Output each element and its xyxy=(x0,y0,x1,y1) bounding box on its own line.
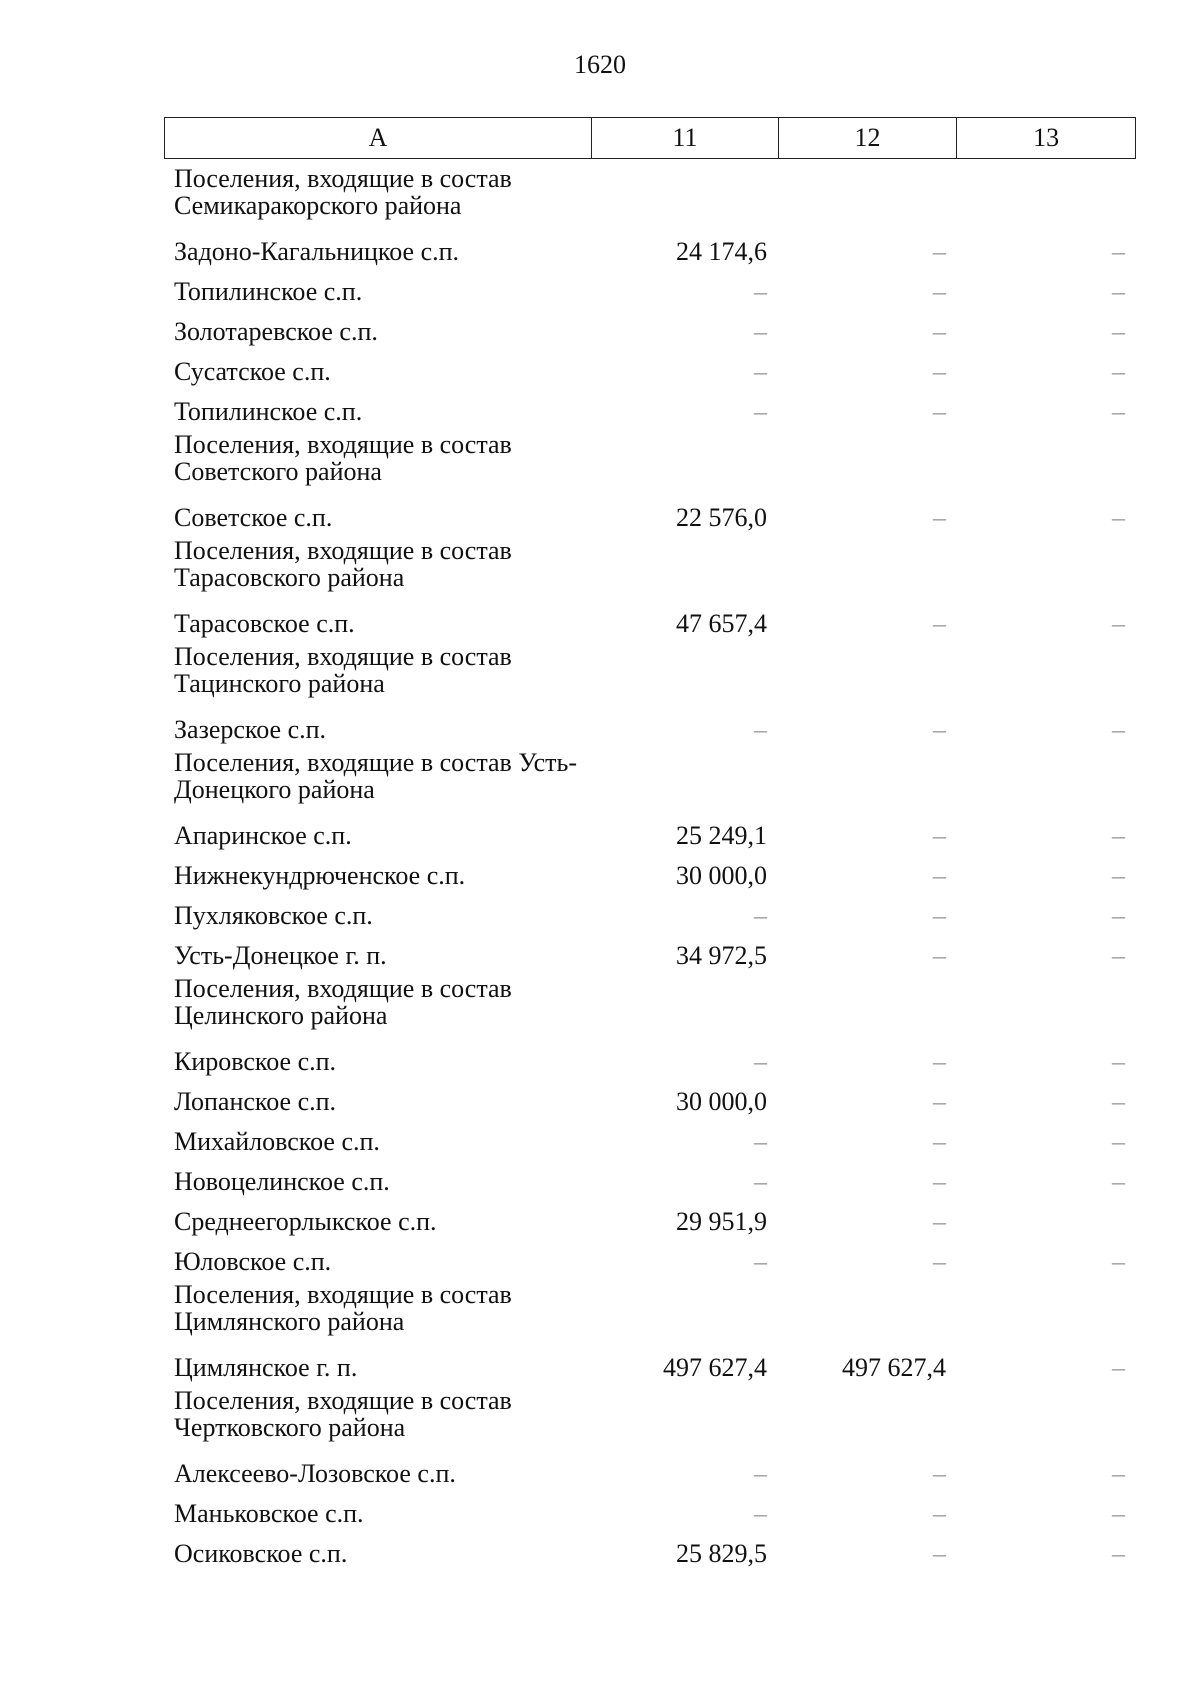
value-col-13: – xyxy=(1112,1498,1125,1528)
value-col-11: 25 249,1 xyxy=(676,820,767,850)
value-col-12: – xyxy=(933,1166,946,1196)
table-row xyxy=(164,271,1136,311)
settlement-name: Усть-Донецкое г. п. xyxy=(174,940,387,970)
value-col-13: – xyxy=(1112,396,1125,426)
value-col-11: 29 951,9 xyxy=(676,1206,767,1236)
settlement-name: Тарасовское с.п. xyxy=(174,608,355,638)
value-col-12: – xyxy=(933,1206,946,1236)
value-col-12: – xyxy=(933,940,946,970)
value-col-13: – xyxy=(1112,820,1125,850)
value-col-11: 25 829,5 xyxy=(676,1538,767,1568)
value-col-13: – xyxy=(1112,502,1125,532)
value-col-12: – xyxy=(933,1498,946,1528)
table-row xyxy=(164,231,1136,271)
value-col-12: – xyxy=(933,236,946,266)
table-row xyxy=(164,1041,1136,1081)
value-col-12: 497 627,4 xyxy=(842,1352,946,1382)
value-col-12: – xyxy=(933,502,946,532)
value-col-13: – xyxy=(1112,900,1125,930)
value-col-11: – xyxy=(754,1498,767,1528)
group-label: Поселения, входящие в состав Цимлянского района xyxy=(174,1280,512,1336)
settlement-name: Михайловское с.п. xyxy=(174,1126,380,1156)
value-col-11: 22 576,0 xyxy=(676,502,767,532)
value-col-11: – xyxy=(754,1246,767,1276)
value-col-11: 30 000,0 xyxy=(676,860,767,890)
group-header-row xyxy=(164,431,1136,497)
value-col-12: – xyxy=(933,608,946,638)
settlement-name: Алексеево-Лозовское с.п. xyxy=(174,1458,456,1488)
value-col-13: – xyxy=(1112,236,1125,266)
page-number: 1620 xyxy=(574,50,626,79)
value-col-12: – xyxy=(933,1458,946,1488)
table-row xyxy=(164,1347,1136,1387)
table-header xyxy=(164,117,1136,159)
value-col-13: – xyxy=(1112,1538,1125,1568)
table-row xyxy=(164,1121,1136,1161)
budget-table xyxy=(164,117,1136,1573)
group-header-row xyxy=(164,749,1136,815)
value-col-13: – xyxy=(1112,1458,1125,1488)
settlement-name: Задоно-Кагальницкое с.п. xyxy=(174,236,460,266)
value-col-12: – xyxy=(933,1126,946,1156)
settlement-name: Топилинское с.п. xyxy=(174,276,363,306)
value-col-11: – xyxy=(754,316,767,346)
value-col-13: – xyxy=(1112,1166,1125,1196)
group-label: Поселения, входящие в состав Усть-Донецкого района xyxy=(174,748,578,804)
value-col-12: – xyxy=(933,714,946,744)
value-col-11: – xyxy=(754,900,767,930)
group-label: Поселения, входящие в состав Тацинского района xyxy=(174,642,512,698)
table-row xyxy=(164,935,1136,975)
value-col-13: – xyxy=(1112,608,1125,638)
value-col-12: – xyxy=(933,316,946,346)
value-col-12: – xyxy=(933,1046,946,1076)
table-row xyxy=(164,1081,1136,1121)
group-header-row xyxy=(164,1281,1136,1347)
group-header-row xyxy=(164,975,1136,1041)
settlement-name: Апаринское с.п. xyxy=(174,820,352,850)
table-row xyxy=(164,1533,1136,1573)
table-row xyxy=(164,1453,1136,1493)
header-col-13: 13 xyxy=(956,118,1135,158)
value-col-13: – xyxy=(1112,276,1125,306)
value-col-12: – xyxy=(933,356,946,386)
value-col-13: – xyxy=(1112,940,1125,970)
value-col-12: – xyxy=(933,900,946,930)
settlement-name: Цимлянское г. п. xyxy=(174,1352,358,1382)
group-header-row xyxy=(164,1387,1136,1453)
value-col-11: – xyxy=(754,714,767,744)
table-row xyxy=(164,1201,1136,1241)
table-row xyxy=(164,1241,1136,1281)
value-col-11: 497 627,4 xyxy=(663,1352,767,1382)
header-col-12: 12 xyxy=(778,118,957,158)
value-col-12: – xyxy=(933,860,946,890)
group-header-row xyxy=(164,643,1136,709)
group-label: Поселения, входящие в состав Семикаракорского района xyxy=(174,164,512,220)
value-col-11: 34 972,5 xyxy=(676,940,767,970)
value-col-11: – xyxy=(754,1126,767,1156)
value-col-11: 47 657,4 xyxy=(676,608,767,638)
value-col-12: – xyxy=(933,1246,946,1276)
value-col-12: – xyxy=(933,396,946,426)
value-col-12: – xyxy=(933,820,946,850)
header-col-a: А xyxy=(368,123,388,152)
settlement-name: Новоцелинское с.п. xyxy=(174,1166,390,1196)
value-col-13: – xyxy=(1112,1352,1125,1382)
settlement-name: Топилинское с.п. xyxy=(174,396,363,426)
group-label: Поселения, входящие в состав Советского района xyxy=(174,430,512,486)
settlement-name: Советское с.п. xyxy=(174,502,333,532)
settlement-name: Пухляковское с.п. xyxy=(174,900,373,930)
value-col-13: – xyxy=(1112,356,1125,386)
settlement-name: Зазерское с.п. xyxy=(174,714,327,744)
table-row xyxy=(164,351,1136,391)
value-col-11: – xyxy=(754,396,767,426)
table-body xyxy=(164,165,1136,1573)
table-row xyxy=(164,855,1136,895)
value-col-11: – xyxy=(754,276,767,306)
value-col-13: – xyxy=(1112,1246,1125,1276)
table-row xyxy=(164,1493,1136,1533)
table-row xyxy=(164,391,1136,431)
table-row xyxy=(164,815,1136,855)
group-header-row xyxy=(164,165,1136,231)
group-label: Поселения, входящие в состав Целинского района xyxy=(174,974,512,1030)
value-col-11: 30 000,0 xyxy=(676,1086,767,1116)
value-col-13: – xyxy=(1112,1046,1125,1076)
value-col-13: – xyxy=(1112,714,1125,744)
value-col-11: – xyxy=(754,1166,767,1196)
table-row xyxy=(164,497,1136,537)
table-row xyxy=(164,311,1136,351)
settlement-name: Маньковское с.п. xyxy=(174,1498,364,1528)
settlement-name: Золотаревское с.п. xyxy=(174,316,378,346)
value-col-11: – xyxy=(754,1458,767,1488)
settlement-name: Юловское с.п. xyxy=(174,1246,332,1276)
table-row xyxy=(164,1161,1136,1201)
settlement-name: Сусатское с.п. xyxy=(174,356,331,386)
value-col-13: – xyxy=(1112,860,1125,890)
value-col-12: – xyxy=(933,276,946,306)
value-col-13: – xyxy=(1112,1086,1125,1116)
settlement-name: Кировское с.п. xyxy=(174,1046,337,1076)
group-header-row xyxy=(164,537,1136,603)
value-col-11: – xyxy=(754,1046,767,1076)
group-label: Поселения, входящие в состав Тарасовского района xyxy=(174,536,512,592)
settlement-name: Лопанское с.п. xyxy=(174,1086,337,1116)
value-col-11: – xyxy=(754,356,767,386)
table-row xyxy=(164,895,1136,935)
value-col-12: – xyxy=(933,1538,946,1568)
table-row xyxy=(164,603,1136,643)
header-col-11: 11 xyxy=(591,118,778,158)
value-col-13: – xyxy=(1112,316,1125,346)
value-col-11: 24 174,6 xyxy=(676,236,767,266)
settlement-name: Нижнекундрюченское с.п. xyxy=(174,860,466,890)
value-col-13: – xyxy=(1112,1126,1125,1156)
settlement-name: Среднеегорлыкское с.п. xyxy=(174,1206,437,1236)
settlement-name: Осиковское с.п. xyxy=(174,1538,348,1568)
group-label: Поселения, входящие в состав Чертковского района xyxy=(174,1386,512,1442)
table-row xyxy=(164,709,1136,749)
value-col-12: – xyxy=(933,1086,946,1116)
